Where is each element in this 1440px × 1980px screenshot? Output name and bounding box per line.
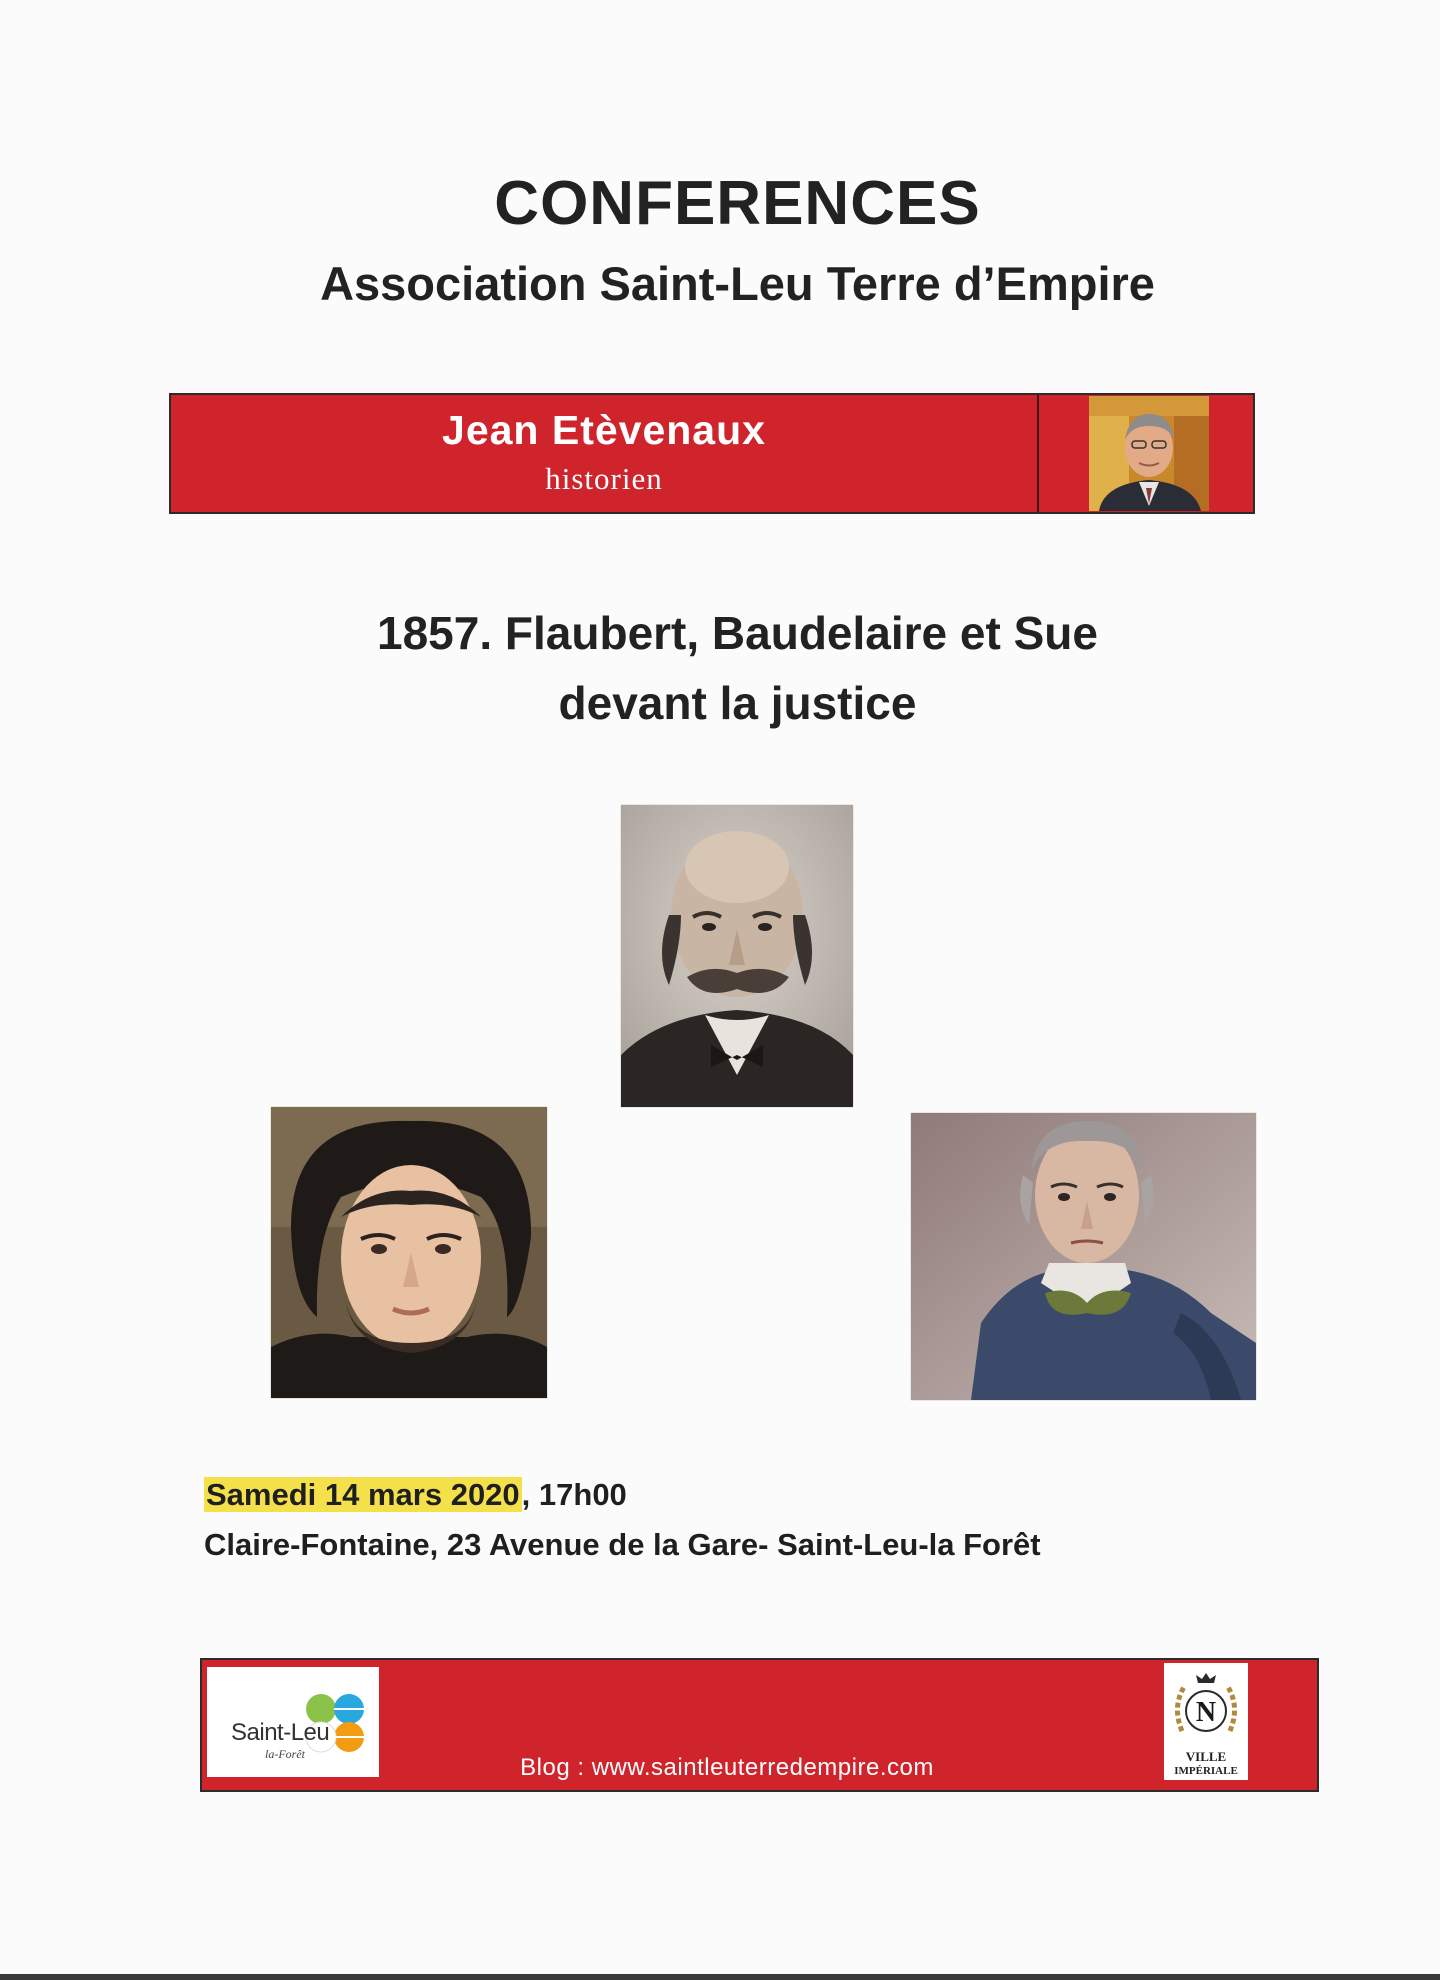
saint-leu-logo-text: Saint-Leu [231,1719,330,1746]
talk-title-line-1: 1857. Flaubert, Baudelaire et Sue [377,607,1098,659]
portrait-sue [271,1107,547,1398]
saint-leu-logo [207,1667,379,1777]
speaker-role: historien [545,461,663,496]
crest-letter: N [1195,1697,1217,1728]
ville-imperiale-line2: IMPÉRIALE [1174,1765,1238,1777]
event-date: Samedi 14 mars 2020 [206,1477,520,1512]
talk-title [0,598,1440,738]
portrait-baudelaire [911,1113,1256,1400]
saint-leu-logo-sub: la-Forêt [265,1747,305,1761]
speaker-divider [1037,395,1039,512]
event-time: , 17h00 [521,1477,627,1512]
speaker-banner [169,393,1255,514]
talk-title-line-2: devant la justice [558,677,917,729]
portrait-flaubert [621,805,853,1107]
ville-imperiale-line1: VILLE [1185,1749,1227,1764]
blog-link[interactable]: Blog : www.saintleuterredempire.com [520,1754,934,1781]
page-bottom-edge [0,1974,1440,1980]
ville-imperiale-logo [1164,1663,1248,1780]
napoleon-crest-icon [1166,1665,1246,1745]
speaker-name: Jean Etèvenaux [442,407,766,453]
poster-title: CONFERENCES [494,169,981,238]
poster-subtitle: Association Saint-Leu Terre d’Empire [320,257,1155,310]
footer-banner [200,1658,1319,1792]
speaker-photo [1089,396,1209,511]
event-place: Claire-Fontaine, 23 Avenue de la Gare- Saint-Leu-la Forêt [204,1527,1041,1562]
event-datetime [204,1477,627,1513]
